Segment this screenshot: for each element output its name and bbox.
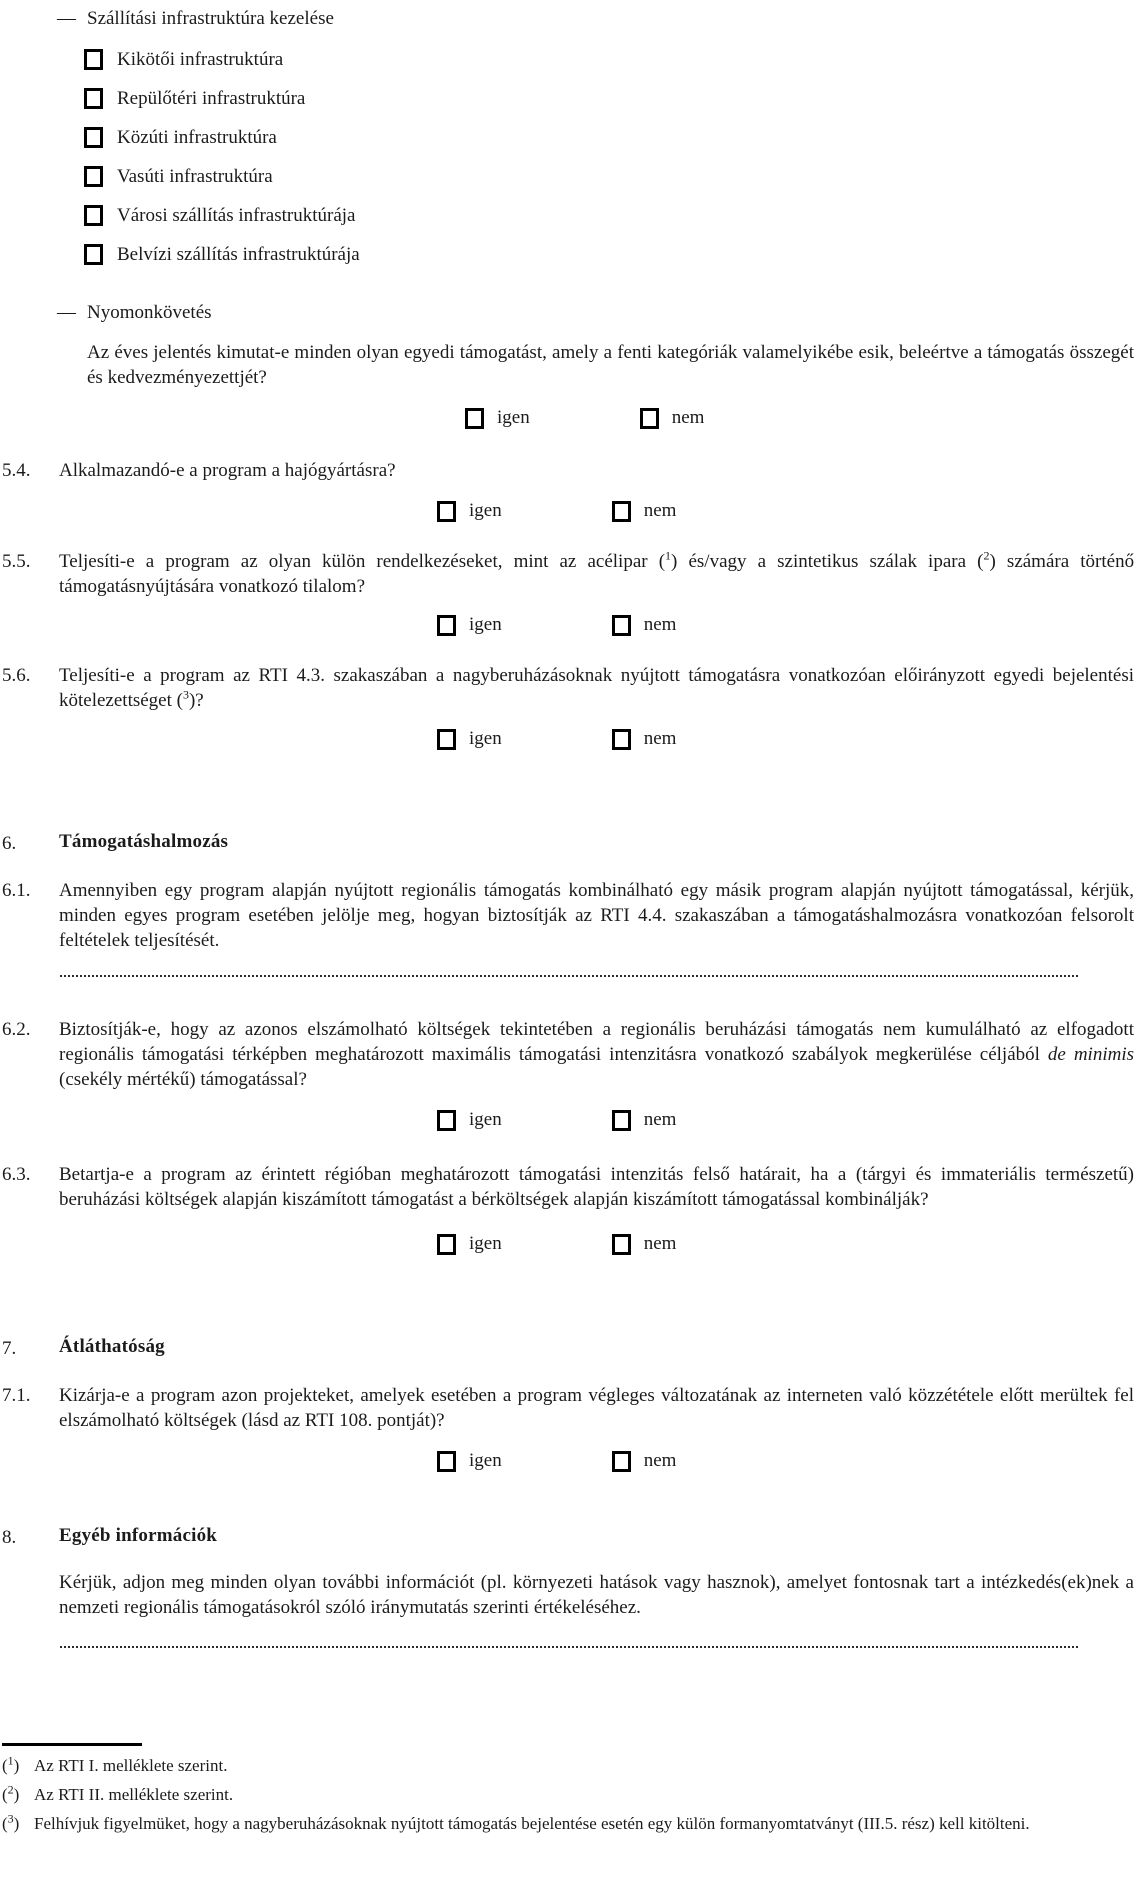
question-5-5 <box>2 549 1134 637</box>
section-7-heading <box>2 1336 1134 1361</box>
checkbox-yes[interactable] <box>465 408 484 429</box>
yes-option <box>437 1109 502 1131</box>
footnote-separator <box>2 1743 142 1746</box>
question-6-1 <box>2 878 1134 953</box>
footnotes-block <box>2 1754 1134 1836</box>
footnote-ref-2: ($^2$) <box>977 548 996 572</box>
checkbox-no[interactable] <box>612 501 631 522</box>
footnote-marker: ($^1$) <box>2 1753 20 1775</box>
yes-option <box>437 1450 502 1472</box>
checkbox-no[interactable] <box>612 729 631 750</box>
section-title: Támogatáshalmozás <box>59 831 229 852</box>
yes-option <box>437 500 502 522</box>
checkbox-airport-infrastructure[interactable] <box>84 88 103 109</box>
section-title: Egyéb információk <box>59 1525 218 1546</box>
no-option <box>612 728 677 750</box>
checkbox-yes[interactable] <box>437 1451 456 1472</box>
other-info-paragraph <box>2 1570 1134 1620</box>
yes-label: igen <box>469 728 502 749</box>
footnote-text: Az RTI I. melléklete szerint. <box>34 1756 228 1775</box>
answer-dotted-line[interactable] <box>60 969 1078 977</box>
checkbox-no[interactable] <box>612 615 631 636</box>
transport-heading-label: Szállítási infrastruktúra kezelése <box>87 8 334 29</box>
question-number: 7.1. <box>2 1385 31 1406</box>
footnote-marker: ($^2$) <box>2 1782 20 1804</box>
yes-label: igen <box>469 1450 502 1471</box>
checkbox-no[interactable] <box>612 1234 631 1255</box>
no-label: nem <box>643 614 677 635</box>
question-number: 5.4. <box>2 460 31 481</box>
yes-option <box>437 614 502 636</box>
yes-no-row <box>437 1449 1134 1473</box>
checkbox-yes[interactable] <box>437 615 456 636</box>
dash-bullet-icon: — <box>57 8 76 29</box>
list-item <box>2 40 1134 79</box>
question-number: 6.1. <box>2 880 31 901</box>
no-label: nem <box>643 1450 677 1471</box>
checkbox-no[interactable] <box>612 1451 631 1472</box>
checkbox-label: Repülőtéri infrastruktúra <box>117 87 306 109</box>
footnote-ref-3: ($^3$) <box>176 687 196 711</box>
monitoring-heading-label: Nyomonkövetés <box>87 302 212 323</box>
checkbox-yes[interactable] <box>437 729 456 750</box>
yes-no-row <box>437 727 1134 751</box>
checkbox-port-infrastructure[interactable] <box>84 49 103 70</box>
yes-no-row <box>465 406 1134 430</box>
no-label: nem <box>671 407 705 428</box>
question-text: Teljesíti-e a program az olyan külön rendelkezéseket, mint az acélipar ($^1$) és/vagy a szintetikus szálak ipara ($^2$) számára történő támogatásnyújtására vonatkozó tilalom? <box>59 548 1135 597</box>
question-5-4 <box>2 458 1134 523</box>
checkbox-label: Belvízi szállítás infrastruktúrája <box>117 243 360 265</box>
question-text: Kizárja-e a program azon projekteket, amelyek esetében a program végleges változatának az interneten való közzététele előtt merültek fel elszámolható költségek (lásd az RTI 108. pontját)? <box>59 1385 1134 1431</box>
checkbox-label: Városi szállítás infrastruktúrája <box>117 204 356 226</box>
yes-no-row <box>437 1108 1134 1132</box>
no-label: nem <box>643 500 677 521</box>
checkbox-yes[interactable] <box>437 1110 456 1131</box>
yes-label: igen <box>469 1233 502 1254</box>
list-item <box>2 196 1134 235</box>
yes-label: igen <box>469 614 502 635</box>
question-number: 5.5. <box>2 551 31 572</box>
checkbox-inland-waterway-infrastructure[interactable] <box>84 244 103 265</box>
no-label: nem <box>643 1109 677 1130</box>
footnote-text: Az RTI II. melléklete szerint. <box>34 1785 234 1804</box>
yes-option <box>437 728 502 750</box>
question-number: 6.3. <box>2 1164 31 1185</box>
no-option <box>612 500 677 522</box>
footnote-ref-1: ($^1$) <box>658 548 678 572</box>
section-title: Átláthatóság <box>59 1336 165 1357</box>
paragraph-text: Kérjük, adjon meg minden olyan további információt (pl. környezeti hatások vagy hasznok), amelyet fontosnak tart a intézkedés(ek)nek a nemzeti regionális támogatásokról szóló iránymutatás szerinti értékeléséhez. <box>59 1572 1134 1618</box>
question-text: Teljesíti-e a program az RTI 4.3. szakaszában a nagyberuházásoknak nyújtott támogatásra vonatkozóan előirányzott egyedi bejelentési kötelezettséget ($^3$)? <box>59 665 1134 711</box>
list-item <box>2 79 1134 118</box>
list-item <box>2 118 1134 157</box>
checkbox-label: Vasúti infrastruktúra <box>117 165 273 187</box>
footnote-2 <box>2 1783 1134 1807</box>
checkbox-no[interactable] <box>640 408 659 429</box>
question-5-6 <box>2 663 1134 751</box>
question-text: Amennyiben egy program alapján nyújtott regionális támogatás kombinálható egy másik program alapján nyújtott támogatással, kérjük, minden egyes program esetében jelölje meg, hogyan biztosítják az RTI 4.4. szakaszában a támogatáshalmozásra vonatkozóan felsorolt feltételek teljesítését. <box>59 880 1134 951</box>
list-item <box>2 235 1134 274</box>
answer-dotted-line[interactable] <box>60 1640 1078 1648</box>
no-option <box>640 407 705 429</box>
footnote-3 <box>2 1812 1134 1836</box>
question-number: 5.6. <box>2 665 31 686</box>
no-option <box>612 614 677 636</box>
no-option <box>612 1450 677 1472</box>
yes-option <box>465 407 530 429</box>
section-number: 6. <box>2 833 17 854</box>
no-option <box>612 1109 677 1131</box>
yes-no-row <box>437 499 1134 523</box>
checkbox-label: Kikötői infrastruktúra <box>117 48 284 70</box>
question-text: Alkalmazandó-e a program a hajógyártásra? <box>59 460 396 481</box>
question-6-2 <box>2 1017 1134 1132</box>
yes-no-row <box>437 1232 1134 1256</box>
checkbox-urban-transport-infrastructure[interactable] <box>84 205 103 226</box>
checkbox-rail-infrastructure[interactable] <box>84 166 103 187</box>
section-8-heading <box>2 1525 1134 1550</box>
yes-option <box>437 1233 502 1255</box>
question-number <box>2 340 59 430</box>
footnote-1 <box>2 1754 1134 1778</box>
no-option <box>612 1233 677 1255</box>
transport-checkbox-list <box>2 40 1134 274</box>
checkbox-label: Közúti infrastruktúra <box>117 126 277 148</box>
question-text: Biztosítják-e, hogy az azonos elszámolható költségek tekintetében a regionális beruházási támogatás nem kumulálható az elfogadott regionális támogatási térképben meghatározott maximális támogatási intenzitásra vonatkozó szabályok megkerülése céljából de minimis (csekély mértékű) támogatással? <box>59 1019 1135 1090</box>
section-number: 8. <box>2 1527 17 1548</box>
footnote-marker: ($^3$) <box>2 1811 20 1833</box>
yes-label: igen <box>469 1109 502 1130</box>
list-item <box>2 157 1134 196</box>
checkbox-yes[interactable] <box>437 501 456 522</box>
yes-label: igen <box>469 500 502 521</box>
checkbox-road-infrastructure[interactable] <box>84 127 103 148</box>
dash-bullet-icon: — <box>57 302 76 323</box>
footnote-text: Felhívjuk figyelmüket, hogy a nagyberuházásoknak nyújtott támogatás bejelentése esetén egy külön formanyomtatványt (III.5. rész) kell kitölteni. <box>34 1814 1030 1833</box>
section-number: 7. <box>2 1338 17 1359</box>
question-text: Az éves jelentés kimutat-e minden olyan egyedi támogatást, amely a fenti kategóriák valamelyikébe esik, beleértve a támogatás összegét és kedvezményezettjét? <box>87 342 1134 388</box>
transport-management-heading <box>2 6 1134 32</box>
no-label: nem <box>643 728 677 749</box>
monitoring-question <box>2 340 1134 430</box>
question-number <box>2 1570 59 1620</box>
question-7-1 <box>2 1383 1134 1473</box>
section-6-heading <box>2 831 1134 856</box>
checkbox-no[interactable] <box>612 1110 631 1131</box>
monitoring-heading <box>2 300 1134 326</box>
question-text: Betartja-e a program az érintett régióban meghatározott támogatási intenzitás felső határait, ha a (tárgyi és immateriális természetű) beruházási költségek alapján kiszámított támogatást a bérköltségek alapján kiszámított támogatással kombinálják? <box>59 1164 1134 1210</box>
yes-label: igen <box>497 407 530 428</box>
question-number: 6.2. <box>2 1019 31 1040</box>
yes-no-row <box>437 613 1134 637</box>
de-minimis-italic: de minimis <box>1047 1044 1135 1065</box>
question-6-3 <box>2 1162 1134 1256</box>
no-label: nem <box>643 1233 677 1254</box>
checkbox-yes[interactable] <box>437 1234 456 1255</box>
